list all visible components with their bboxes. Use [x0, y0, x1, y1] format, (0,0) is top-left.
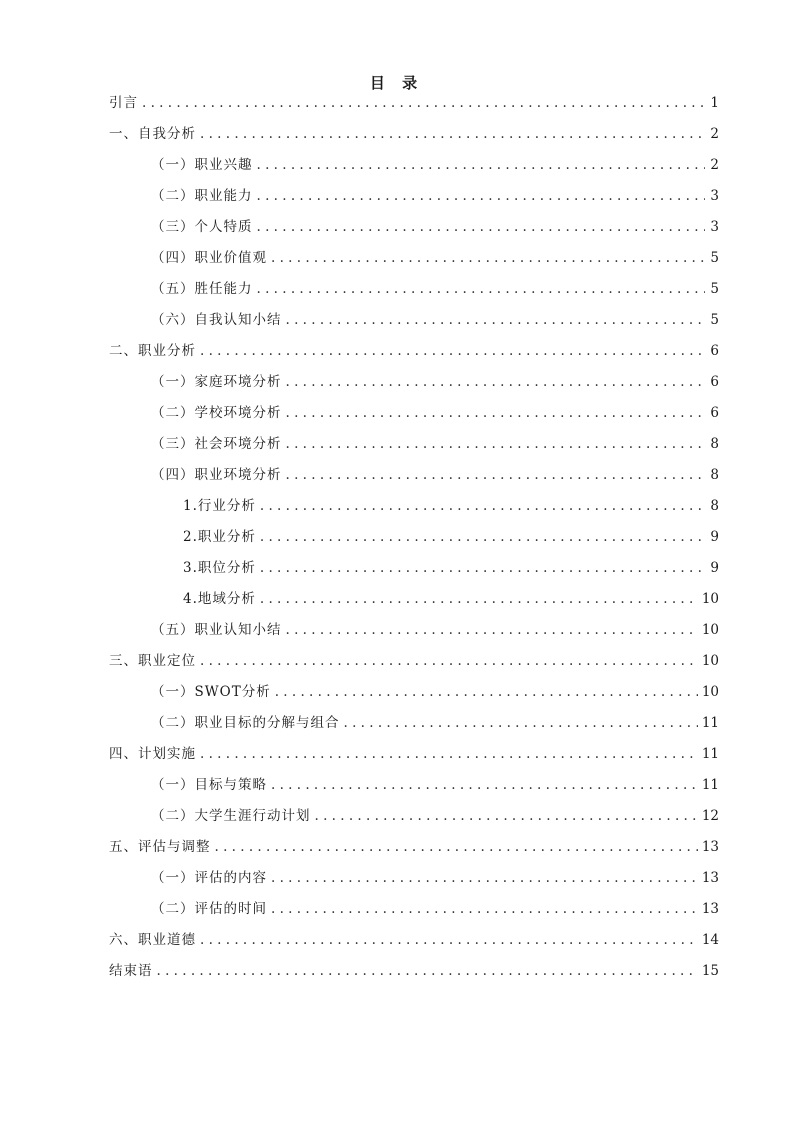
dot-leader: [315, 803, 698, 829]
toc-entry[interactable]: [109, 958, 719, 989]
toc-entry-title: （二）职业目标的分解与组合: [151, 715, 340, 731]
dot-leader: [271, 865, 698, 891]
toc-entry-title: 引言: [109, 95, 138, 111]
toc-entry[interactable]: [109, 617, 719, 648]
toc-page-number: 13: [701, 870, 719, 886]
toc-entry-title: （二）职业能力: [151, 188, 253, 204]
toc-page-number: 15: [701, 963, 719, 979]
toc-page-number: 8: [710, 436, 719, 452]
toc-page-number: 3: [710, 188, 719, 204]
toc-entry[interactable]: [109, 865, 719, 896]
toc-page-number: 2: [710, 157, 719, 173]
toc-page-number: 11: [701, 715, 719, 731]
toc-entry-title: （三）社会环境分析: [151, 436, 282, 452]
dot-leader: [286, 462, 706, 488]
toc-page-number: 10: [701, 684, 719, 700]
toc-page-number: 11: [701, 777, 719, 793]
toc-entry[interactable]: [109, 741, 719, 772]
toc-entry[interactable]: [109, 90, 719, 121]
toc-page-number: 8: [710, 467, 719, 483]
toc-page-number: 10: [701, 622, 719, 638]
toc-entry[interactable]: [109, 400, 719, 431]
toc-entry[interactable]: [109, 772, 719, 803]
toc-entry[interactable]: [109, 710, 719, 741]
dot-leader: [142, 90, 705, 116]
toc-entry-title: （四）职业价值观: [151, 250, 267, 266]
toc-entry-title: 五、评估与调整: [109, 839, 211, 855]
toc-entry[interactable]: [109, 183, 719, 214]
toc-entry-title: （二）评估的时间: [151, 901, 267, 917]
toc-entry[interactable]: [109, 803, 719, 834]
toc-entry-title: 一、自我分析: [109, 126, 196, 142]
toc-entry[interactable]: [109, 152, 719, 183]
toc-entry-title: （一）SWOT分析: [151, 684, 271, 700]
dot-leader: [286, 617, 698, 643]
toc-entry-title: （一）家庭环境分析: [151, 374, 282, 390]
toc-page-number: 13: [701, 901, 719, 917]
toc-entry[interactable]: [109, 121, 719, 152]
toc-page-number: 10: [701, 653, 719, 669]
dot-leader: [257, 183, 706, 209]
dot-leader: [271, 896, 698, 922]
toc-entry[interactable]: [109, 555, 719, 586]
toc-entry[interactable]: [109, 338, 719, 369]
toc-entry-title: 六、职业道德: [109, 932, 196, 948]
toc-page-number: 14: [701, 932, 719, 948]
toc-entry-title: （一）职业兴趣: [151, 157, 253, 173]
toc-page-number: 1: [710, 95, 719, 111]
toc-entry-title: 四、计划实施: [109, 746, 196, 762]
toc-entry-title: 3.职位分析: [183, 560, 256, 576]
toc-entry[interactable]: [109, 307, 719, 338]
toc-entry[interactable]: [109, 648, 719, 679]
toc-page-number: 10: [701, 591, 719, 607]
toc-entry[interactable]: [109, 493, 719, 524]
toc-entry[interactable]: [109, 586, 719, 617]
toc-entry[interactable]: [109, 431, 719, 462]
dot-leader: [271, 245, 705, 271]
toc-page-number: 3: [710, 219, 719, 235]
toc-entry-title: （三）个人特质: [151, 219, 253, 235]
toc-entry[interactable]: [109, 462, 719, 493]
dot-leader: [275, 679, 698, 705]
dot-leader: [286, 431, 706, 457]
toc-page-number: 11: [701, 746, 719, 762]
toc-page-number: 5: [710, 250, 719, 266]
dot-leader: [200, 648, 698, 674]
toc-page-number: 9: [710, 529, 719, 545]
toc-entry-title: （一）目标与策略: [151, 777, 267, 793]
dot-leader: [260, 586, 698, 612]
toc-entry-title: 三、职业定位: [109, 653, 196, 669]
toc-entry[interactable]: [109, 276, 719, 307]
toc-entry-title: 4.地域分析: [183, 591, 256, 607]
toc-page-number: 9: [710, 560, 719, 576]
toc-entry-title: （五）职业认知小结: [151, 622, 282, 638]
toc-entry[interactable]: [109, 927, 719, 958]
table-of-contents: [109, 90, 719, 989]
dot-leader: [271, 772, 698, 798]
toc-page-number: 8: [710, 498, 719, 514]
toc-page-number: 12: [701, 808, 719, 824]
dot-leader: [200, 741, 698, 767]
toc-page-number: 5: [710, 281, 719, 297]
toc-entry[interactable]: [109, 679, 719, 710]
dot-leader: [344, 710, 698, 736]
toc-entry-title: （四）职业环境分析: [151, 467, 282, 483]
toc-page-number: 2: [710, 126, 719, 142]
toc-entry-title: （二）学校环境分析: [151, 405, 282, 421]
toc-entry[interactable]: [109, 245, 719, 276]
toc-page-number: 6: [710, 374, 719, 390]
dot-leader: [257, 214, 706, 240]
dot-leader: [286, 369, 706, 395]
toc-entry-title: 1.行业分析: [183, 498, 256, 514]
dot-leader: [200, 338, 705, 364]
toc-page-number: 5: [710, 312, 719, 328]
dot-leader: [260, 524, 705, 550]
toc-entry-title: （五）胜任能力: [151, 281, 253, 297]
dot-leader: [157, 958, 698, 984]
toc-entry-title: （二）大学生涯行动计划: [151, 808, 311, 824]
toc-entry[interactable]: [109, 834, 719, 865]
dot-leader: [260, 555, 705, 581]
toc-entry-title: （一）评估的内容: [151, 870, 267, 886]
toc-page-number: 13: [701, 839, 719, 855]
dot-leader: [215, 834, 698, 860]
dot-leader: [200, 927, 698, 953]
dot-leader: [257, 152, 706, 178]
dot-leader: [200, 121, 705, 147]
toc-entry[interactable]: [109, 896, 719, 927]
toc-entry-title: 二、职业分析: [109, 343, 196, 359]
dot-leader: [257, 276, 706, 302]
toc-page-number: 6: [710, 343, 719, 359]
toc-entry-title: （六）自我认知小结: [151, 312, 282, 328]
toc-page-number: 6: [710, 405, 719, 421]
dot-leader: [286, 307, 706, 333]
toc-entry[interactable]: [109, 524, 719, 555]
toc-entry[interactable]: [109, 214, 719, 245]
dot-leader: [260, 493, 705, 519]
dot-leader: [286, 400, 706, 426]
toc-entry-title: 2.职业分析: [183, 529, 256, 545]
toc-entry[interactable]: [109, 369, 719, 400]
toc-entry-title: 结束语: [109, 963, 153, 979]
page-title: 目 录: [369, 74, 424, 92]
